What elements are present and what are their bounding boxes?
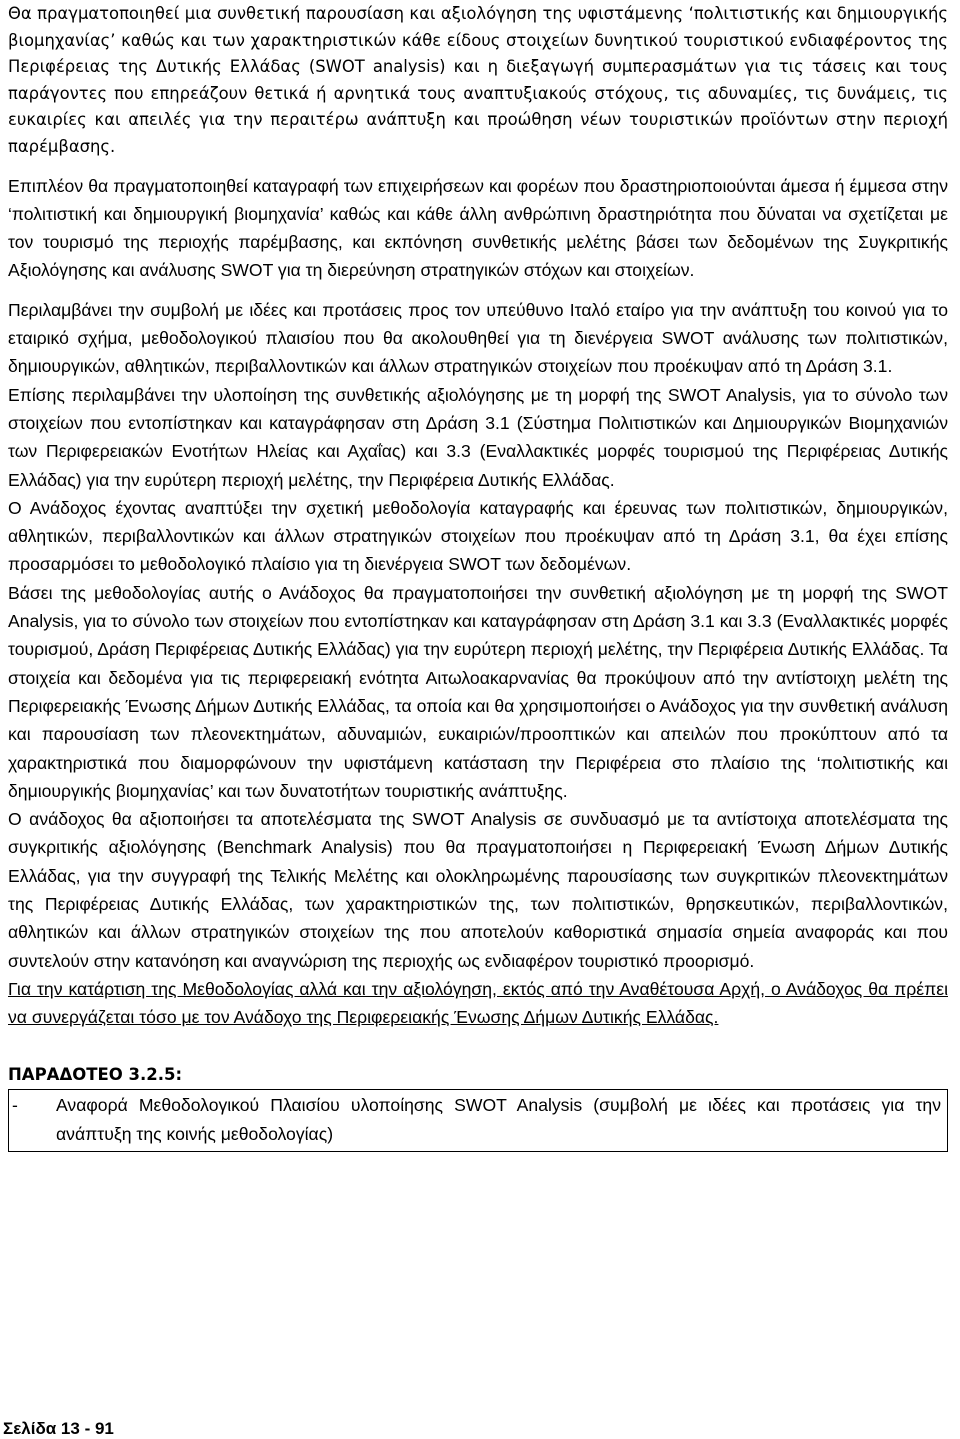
page-number: Σελίδα 13 - 91 <box>3 1419 114 1438</box>
paragraph-implementation: Επίσης περιλαμβάνει την υλοποίηση της συνθετικής αξιολόγησης με τη μορφή της SWOT Analysis, για το σύνολο των στοιχείων που εντοπίστηκαν και καταγράφησαν στη Δράση 3.1 (Σύστημα Πολιτιστικών και Δημιουργικών Βιομηχανιών των Περιφερειακών Ενοτήτων Ηλείας και Αχαΐας) και 3.3 (Εναλλακτικές μορφές τουρισμού της Περιφέρειας Δυτικής Ελλάδας) για την ευρύτερη περιοχή μελέτης, την Περιφέρεια Δυτικής Ελλάδας. <box>8 384 948 490</box>
deliverable-dash: - <box>12 1095 18 1116</box>
paragraph-contribution: Περιλαμβάνει την συμβολή με ιδέες και προτάσεις προς τον υπεύθυνο Ιταλό εταίρο για την ανάπτυξη του κοινού για το εταιρικό σχήμα, μεθοδολογικού πλαισίου που θα ακολουθηθεί για τη διενέργεια SWOT ανάλυσης των πολιτιστικών, δημιουργικών, αθλητικών, περιβαλλοντικών και άλλων στρατηγικών στοιχείων που προέκυψαν από τη Δράση 3.1. <box>8 299 948 377</box>
paragraph-contractor-methodology: Ο Ανάδοχος έχοντας αναπτύξει την σχετική μεθοδολογία καταγραφής και έρευνας των πολιτιστικών, δημιουργικών, αθλητικών, περιβαλλοντικών και άλλων στρατηγικών στοιχείων που προέκυψαν από τη Δράση 3.1, θα έχει επίσης προσαρμόσει το μεθοδολογικό πλαίσιο για τη διενέργεια SWOT των δεδομένων. <box>8 497 948 575</box>
paragraph-final-study: Ο ανάδοχος θα αξιοποιήσει τα αποτελέσματα της SWOT Analysis σε συνδυασμό με τα αντίστοιχα αποτελέσματα της συγκριτικής αξιολόγησης (Benchmark Analysis) που θα πραγματοποιήσει η Περιφερειακή Ένωση Δήμων Δυτικής Ελλάδας, για την συγγραφή της Τελικής Μελέτης και ολοκληρωμένης παρουσίασης των συγκριτικών πλεονεκτημάτων της Περιφέρειας Δυτικής Ελλάδας, των χαρακτηριστικών της, των πολιτιστικών, θρησκευτικών, περιβαλλοντικών, αθλητικών και άλλων στρατηγικών στοιχείων της που αποτελούν καθοριστικά σημασία σημεία αναφοράς και που συντελούν στην κατανόηση και αναγνώριση της περιοχής ως ενδιαφέρον τουριστικό προορισμό. <box>8 809 948 971</box>
document-page <box>8 0 948 1152</box>
paragraph-swot-intro: Θα πραγματοποιηθεί μια συνθετική παρουσίαση και αξιολόγηση της υφιστάμενης ‘πολιτιστικής και δημιουργικής βιομηχανίας’ καθώς και των χαρακτηριστικών κάθε είδους στοιχείων δυνητικού τουριστικού ενδιαφέροντος της Περιφέρειας της Δυτικής Ελλάδας (SWOT analysis) και η διεξαγωγή συμπερασμάτων για τις τάσεις και τους παράγοντες που επηρεάζουν θετικά ή αρνητικά τους αναπτυξιακούς στόχους, τις αδυναμίες, τις δυνάμεις, τις ευκαιρίες και απειλές για την περαιτέρω ανάπτυξη και προώθηση νέων τουριστικών προϊόντων στην περιοχή παρέμβασης. <box>8 4 948 156</box>
paragraph-cooperation: Για την κατάρτιση της Μεθοδολογίας αλλά και την αξιολόγηση, εκτός από την Αναθέτουσα Αρχή, ο Ανάδοχος θα πρέπει να συνεργάζεται τόσο με τον Ανάδοχο της Περιφερειακής Ένωσης Δήμων Δυτικής Ελλάδας. <box>8 978 948 1028</box>
paragraph-swot-analysis: Βάσει της μεθοδολογίας αυτής ο Ανάδοχος θα πραγματοποιήσει την συνθετική αξιολόγηση με τη μορφή της SWOT Analysis, για το σύνολο των στοιχείων που εντοπίστηκαν και καταγράφησαν στη Δράση 3.1 και 3.3 (Εναλλακτικές μορφές τουρισμού, Δράση Περιφέρειας Δυτικής Ελλάδας) για την ευρύτερη περιοχή μελέτης, την Περιφέρεια Δυτικής Ελλάδας. Τα στοιχεία και δεδομένα για τις περιφερειακή ενότητα Αιτωλοακαρνανίας θα προκύψουν από την αντίστοιχη μελέτη της Περιφερειακής Ένωσης Δήμων Δυτικής Ελλάδας, τα οποία και θα χρησιμοποιήσει ο Ανάδοχος για την συνθετική ανάλυση και παρουσίαση των πλεονεκτημάτων, αδυναμιών, ευκαιριών/προοπτικών και απειλών που προκύπτουν από τα χαρακτηριστικά που διαμορφώνουν την υφιστάμενη κατάσταση την Περιφέρεια στο πλαίσιο της ‘πολιτιστικής και δημιουργικής βιομηχανίας’ και των δυνατοτήτων τουριστικής ανάπτυξης. <box>8 582 948 801</box>
deliverable-text: Αναφορά Μεθοδολογικού Πλαισίου υλοποίησης SWOT Analysis (συμβολή με ιδέες και προτάσεις για την ανάπτυξη της κοινής μεθοδολογίας) <box>56 1095 941 1144</box>
deliverable-box <box>8 1089 948 1152</box>
paragraph-business-registry: Επιπλέον θα πραγματοποιηθεί καταγραφή των επιχειρήσεων και φορέων που δραστηριοποιούνται άμεσα ή έμμεσα στην ‘πολιτιστική και δημιουργική βιομηχανία’ καθώς και κάθε άλλη ανθρώπινη δραστηριότητα που δύναται να σχετίζεται με τον τουρισμό της περιοχής παρέμβασης, και εκπόνηση συνθετικής μελέτης βάσει των δεδομένων της Συγκριτικής Αξιολόγησης και ανάλυσης SWOT για τη διερεύνηση στρατηγικών στόχων και στοιχείων. <box>8 175 948 281</box>
deliverable-title: ΠΑΡΑΔΟΤΕΟ 3.2.5: <box>8 1065 183 1085</box>
